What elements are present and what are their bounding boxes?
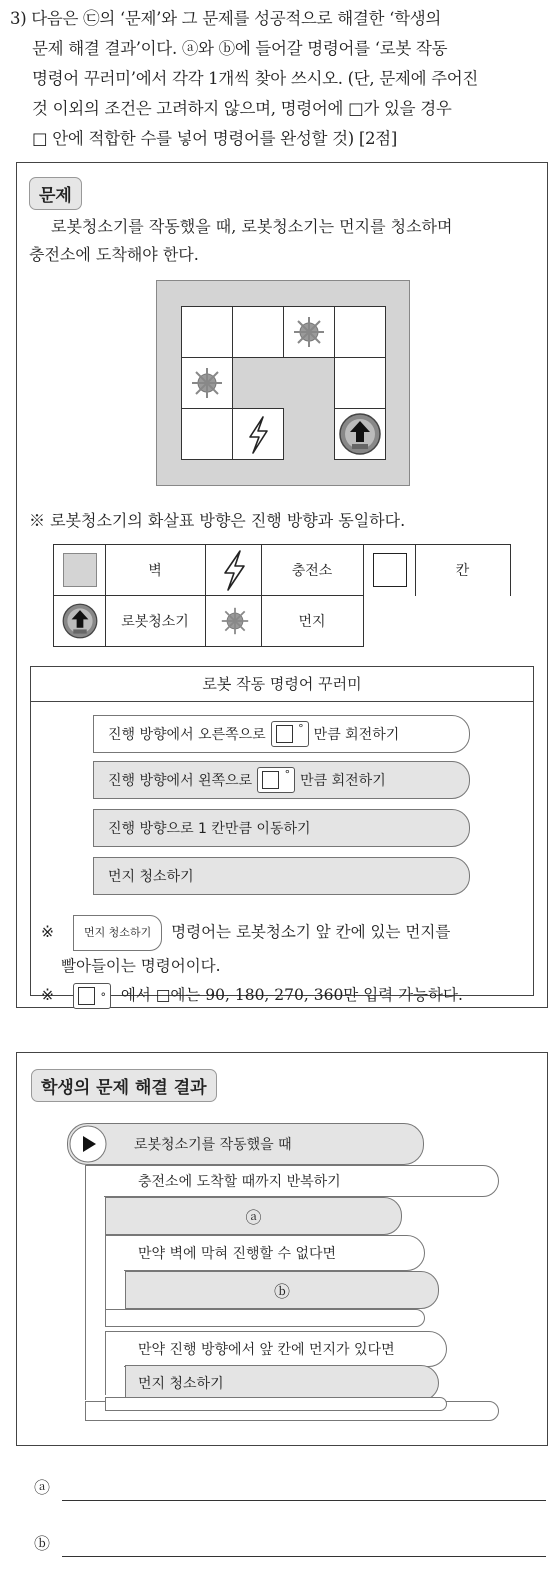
question-line: 3) 다음은 ㉢의 ‘문제’와 그 문제를 성공적으로 해결한 ‘학생의 [10,9,441,28]
note-text: 에서 □에는 90, 180, 270, 360만 입력 가능하다. [120,986,463,1004]
grid-cell [181,408,233,460]
question-line: □ 안에 적합한 수를 넣어 명령어를 완성할 것) [2점] [32,129,397,148]
result-tag: 학생의 문제 해결 결과 [31,1069,217,1102]
command-text: 만큼 회전하기 [300,773,386,789]
command-bundle-title: 로봇 작동 명령어 꾸러미 [31,667,533,702]
note-clean [41,915,531,981]
question-text [10,4,550,154]
command-move[interactable] [93,809,470,847]
result-box [16,1052,548,1446]
block-text: 충전소에 도착할 때까지 반복하기 [138,1174,341,1190]
question-line: 것 이외의 조건은 고려하지 않으며, 명령어에 □가 있을 경우 [32,99,452,118]
note-text: 빨아들이는 명령어이다. [61,957,221,975]
if-dust-footer [105,1397,447,1411]
note-angle [41,981,536,1009]
problem-desc [29,213,534,269]
play-icon [68,1124,108,1164]
grid-cell [181,357,233,409]
grid-cell [181,306,233,358]
legend-charger: 충전소 [291,563,333,579]
block-text: 만약 벽에 막혀 진행할 수 없다면 [138,1246,337,1262]
grid-cell [232,408,284,460]
lightning-icon [213,548,255,592]
answer-b-label: ⓑ [34,1534,51,1553]
note-text: 명령어는 로봇청소기 앞 칸에 있는 먼지를 [171,923,451,941]
command-clean[interactable] [93,857,470,895]
command-text: 진행 방향으로 1 칸만큼 이동하기 [108,821,311,837]
block-start[interactable] [67,1123,424,1165]
block-repeat[interactable] [85,1165,499,1427]
degree-symbol: ° [298,722,304,735]
grid-cell [232,306,284,358]
angle-input[interactable] [271,721,309,747]
command-text: 먼지 청소하기 [108,869,194,885]
answer-b-line[interactable] [62,1556,546,1557]
degree-symbol: ° [284,768,291,781]
grid-cell [334,306,386,358]
question-line: 명령어 꾸러미’에서 각각 1개씩 찾아 쓰시오. (단, 문제에 주어진 [32,69,479,88]
angle-input[interactable] [257,767,295,793]
legend-cell: 칸 [455,563,470,579]
slot-a-label: ⓐ [245,1207,262,1227]
robot-cleaner-icon [335,409,385,459]
command-text: 만큼 회전하기 [313,727,400,743]
lightning-icon [233,409,283,459]
legend-robot: 로봇청소기 [121,614,189,630]
if-wall-footer [105,1309,425,1327]
angle-input-sample: ° [73,983,111,1009]
legend-table [53,544,511,647]
slot-b-label: ⓑ [273,1281,290,1301]
answer-a [34,1475,50,1498]
note-mark: ※ [41,986,54,1004]
block-text: 로봇청소기를 작동했을 때 [134,1137,292,1153]
slot-a-block[interactable] [105,1197,402,1235]
repeat-header [85,1165,499,1197]
block-text: 만약 진행 방향에서 앞 칸에 먼지가 있다면 [138,1342,395,1358]
grid-cell [334,357,386,409]
command-turn-right[interactable] [93,715,470,753]
block-if-dust[interactable] [105,1331,447,1367]
block-clean[interactable] [125,1365,439,1401]
problem-desc-line: 충전소에 도착해야 한다. [29,245,199,264]
inline-clean-block: 먼지 청소하기 [73,915,162,951]
robot-cleaner-icon [59,599,101,643]
command-text: 진행 방향에서 왼쪽으로 [108,773,253,789]
command-bundle [30,666,534,1004]
command-turn-left[interactable] [93,761,470,799]
problem-box [16,162,548,1008]
question-line: 문제 해결 결과’이다. ⓐ와 ⓑ에 들어갈 명령어를 ‘로봇 작동 [32,39,448,58]
note-mark: ※ [41,923,54,941]
answer-a-line[interactable] [62,1500,546,1501]
problem-tag: 문제 [29,177,82,210]
grid-cell [334,408,386,460]
cell-swatch [373,553,407,587]
grid-cell [283,306,335,358]
grid-map [156,280,410,486]
block-text: 먼지 청소하기 [138,1376,224,1392]
legend-dust: 먼지 [298,614,326,630]
answer-a-label: ⓐ [34,1478,51,1497]
answer-b [34,1531,50,1554]
block-if-wall[interactable] [105,1235,425,1271]
dust-icon [284,307,334,357]
problem-desc-line: 로봇청소기를 작동했을 때, 로봇청소기는 먼지를 청소하며 [51,217,453,236]
slot-b-block[interactable] [125,1271,439,1309]
command-text: 진행 방향에서 오른쪽으로 [108,727,266,743]
legend-wall: 벽 [148,563,162,579]
dust-icon [213,599,257,643]
note-direction: ※ 로봇청소기의 화살표 방향은 진행 방향과 동일하다. [29,511,406,530]
dust-icon [182,358,232,408]
wall-swatch [63,553,97,587]
